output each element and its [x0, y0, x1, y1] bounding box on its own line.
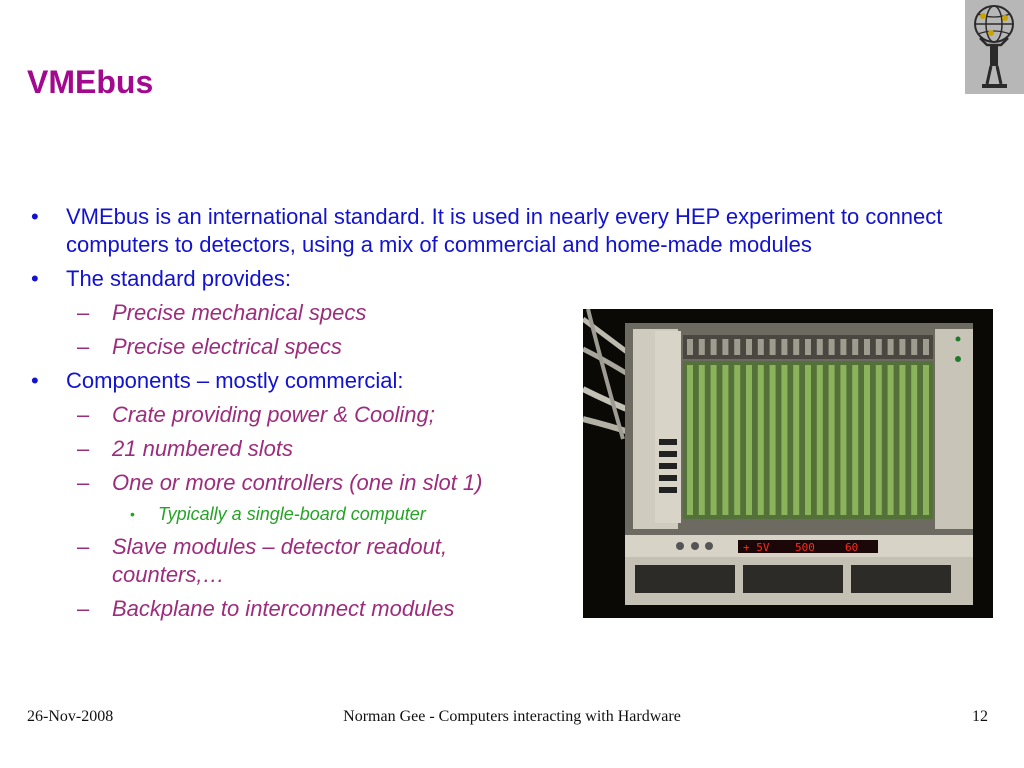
bullet-item	[28, 203, 968, 259]
sub-bullet-text: Precise electrical specs	[112, 334, 342, 359]
sub-bullet-text: Backplane to interconnect modules	[112, 596, 455, 621]
dash-marker: –	[77, 596, 90, 621]
atlas-logo-icon	[965, 0, 1024, 94]
dash-marker: –	[77, 300, 90, 325]
sub-bullet-text: Crate providing power & Cooling;	[112, 402, 435, 427]
dash-marker: –	[77, 436, 90, 461]
display-current: 500	[795, 541, 815, 554]
bullet-text: Components – mostly commercial:	[66, 368, 404, 393]
sub-bullet-text: Precise mechanical specs	[112, 300, 367, 325]
vme-crate-photo	[583, 309, 993, 618]
sub-bullet-item	[28, 533, 532, 589]
dash-marker: –	[77, 470, 90, 495]
dash-marker: –	[77, 402, 90, 427]
sub-bullet-text: 21 numbered slots	[112, 436, 293, 461]
sub-bullet-text: Slave modules – detector readout, counters,…	[112, 534, 448, 587]
dash-marker: –	[77, 534, 90, 559]
display-voltage: + 5V	[743, 541, 770, 554]
sub-sub-bullet-text: Typically a single-board computer	[158, 504, 426, 524]
page-number: 12	[972, 708, 988, 725]
bullet-marker: •	[31, 266, 39, 291]
sub-bullet-text: One or more controllers (one in slot 1)	[112, 470, 483, 495]
bullet-marker: •	[31, 204, 39, 229]
logo	[965, 0, 1024, 94]
slide-title: VMEbus	[27, 64, 154, 100]
footer-title: Norman Gee - Computers interacting with Hardware	[343, 708, 681, 725]
footer-date: 26-Nov-2008	[27, 708, 114, 725]
bullet-text: The standard provides:	[66, 266, 292, 291]
bullet-marker: •	[130, 506, 135, 522]
bullet-marker: •	[31, 368, 39, 393]
bullet-text: VMEbus is an international standard. It is used in nearly every HEP experiment to connect computers to detectors, using a mix of commercial and home-made modules	[66, 204, 943, 257]
dash-marker: –	[77, 334, 90, 359]
bullet-item	[28, 265, 968, 293]
display-value: 60	[845, 541, 859, 554]
